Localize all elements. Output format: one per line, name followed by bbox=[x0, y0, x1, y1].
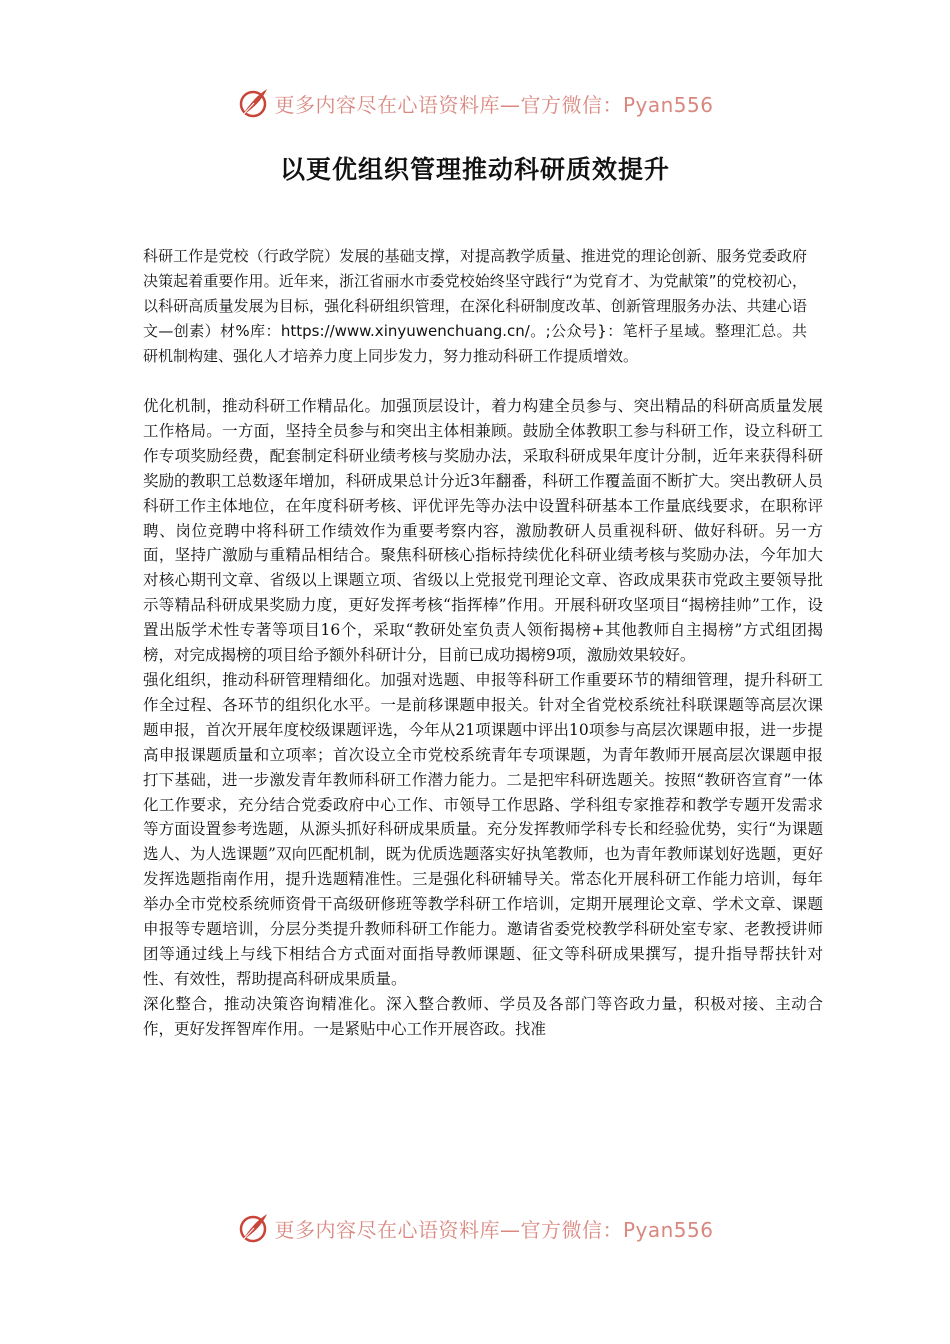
banner-text: 更多内容尽在心语资料库—官方微信：Pyan556 bbox=[274, 92, 714, 117]
feather-pen-logo-icon bbox=[236, 86, 270, 120]
banner-text: 更多内容尽在心语资料库—官方微信：Pyan556 bbox=[274, 1217, 714, 1242]
body-paragraph: 深化整合，推动决策咨询精准化。深入整合教师、学员及各部门等咨政力量，积极对接、主动合作，更好发挥智库作用。一是紧贴中心工作开展咨政。找准 bbox=[143, 994, 823, 1038]
header-watermark-banner bbox=[0, 83, 950, 123]
article-title: 以更优组织管理推动科研质效提升 bbox=[279, 155, 670, 184]
body-paragraph: 优化机制，推动科研工作精品化。加强顶层设计，着力构建全员参与、突出精品的科研高质量发展工作格局。一方面，坚持全员参与和突出主体相兼顾。鼓励全体教职工参与科研工作，设立科研工作专项奖励经费，配套制定科研业绩考核与奖励办法，采取科研成果年度计分制，近年来获得科研奖励的教职工总数逐年增加，科研成果总计分近3年翻番，科研工作覆盖面不断扩大。突出教研人员科研工作主体地位，在年度科研考核、评优评先等办法中设置科研基本工作量底线要求，在职称评聘、岗位竞聘中将科研工作绩效作为重要考察内容，激励教研人员重视科研、做好科研。另一方面，坚持广激励与重精品相结合。聚焦科研核心指标持续优化科研业绩考核与奖励办法，今年加大对核心期刊文章、省级以上课题立项、省级以上党报党刊理论文章、咨政成果获市党政主要领导批示等精品科研成果奖励力度，更好发挥考核“指挥棒”作用。开展科研攻坚项目“揭榜挂帅”工作，设置出版学术性专著等项目16个，采取“教研处室负责人领衔揭榜+其他教师自主揭榜”方式组团揭榜，对完成揭榜的项目给予额外科研计分，目前已成功揭榜9项，激励效果较好。 bbox=[143, 397, 823, 665]
intro-paragraph: 科研工作是党校（行政学院）发展的基础支撑，对提高教学质量、推进党的理论创新、服务党委政府决策起着重要作用。近年来，浙江省丽水市委党校始终坚守践行“为党育才、为党献策”的党校初心，以科研高质量发展为目标，强化科研组织管理，在深化科研制度改革、创新管理服务办法、共建心语文—创素）材%库：https://www.xinyuwenchuang.cn/。;公众号}：笔杆子星域。整理汇总。共研机制构建、强化人才培养力度上同步发力，努力推动科研工作提质增效。 bbox=[143, 247, 807, 365]
footer-watermark-banner bbox=[0, 1208, 950, 1248]
body-paragraph: 强化组织，推动科研管理精细化。加强对选题、申报等科研工作重要环节的精细管理，提升科研工作全过程、各环节的组织化水平。一是前移课题申报关。针对全省党校系统社科联课题等高层次课题申报，首次开展年度校级课题评选，今年从21项课题中评出10项参与高层次课题申报，进一步提高申报课题质量和立项率；首次设立全市党校系统青年专项课题，为青年教师开展高层次课题申报打下基础，进一步激发青年教师科研工作潜力能力。二是把牢科研选题关。按照“教研咨宣育”一体化工作要求，充分结合党委政府中心工作、市领导工作思路、学科组专家推荐和教学专题开发需求等方面设置参考选题，从源头抓好科研成果质量。充分发挥教师学科专长和经验优势，实行“为课题选人、为人选课题”双向匹配机制，既为优质选题落实好执笔教师，也为青年教师谋划好选题，更好发挥选题指南作用，提升选题精准性。三是强化科研辅导关。常态化开展科研工作能力培训，每年举办全市党校系统师资骨干高级研修班等教学科研工作培训，定期开展理论文章、学术文章、课题申报等专题培训，分层分类提升教师科研工作能力。邀请省委党校教学科研处室专家、老教授讲师团等通过线上与线下相结合方式面对面指导教师课题、征文等科研成果撰写，提升指导帮扶针对性、有效性，帮助提高科研成果质量。 bbox=[143, 670, 823, 988]
feather-pen-logo-icon bbox=[236, 1211, 270, 1245]
article-body bbox=[143, 394, 823, 1042]
